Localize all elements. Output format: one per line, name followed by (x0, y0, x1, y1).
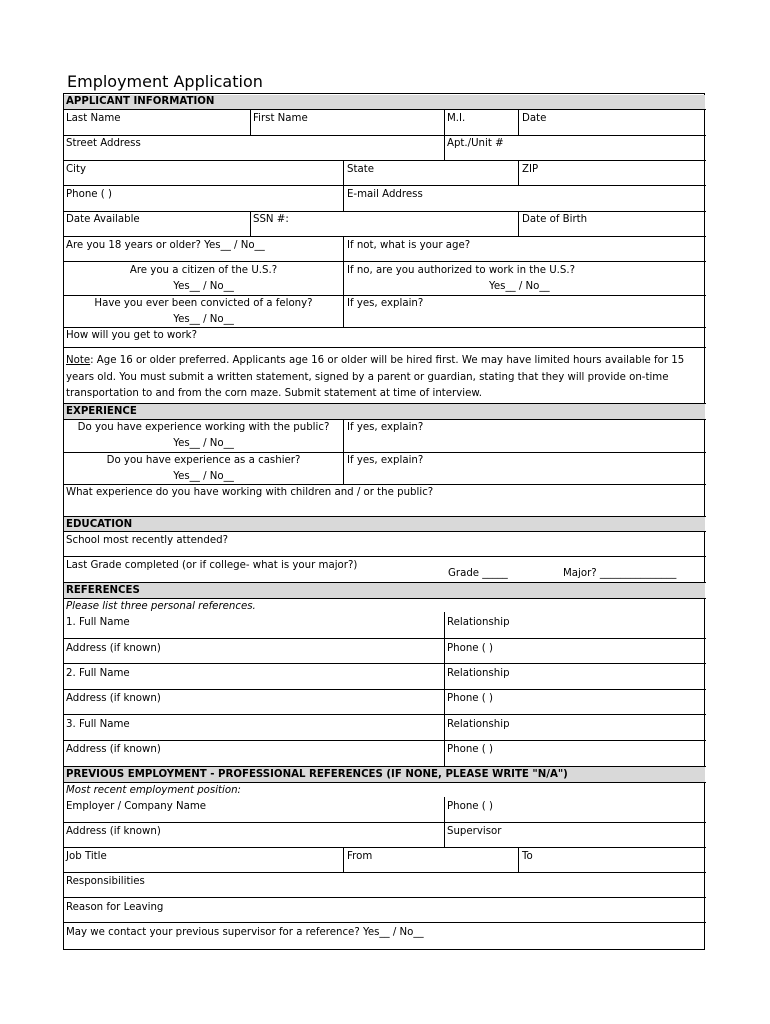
divider (63, 663, 706, 664)
reference-3-address-field[interactable]: Address (if known) (66, 744, 161, 755)
divider (63, 897, 706, 898)
date-available-field[interactable]: Date Available (66, 214, 140, 225)
reference-2-name-field[interactable]: 2. Full Name (66, 668, 130, 679)
employer-phone-field[interactable]: Phone ( ) (447, 801, 493, 812)
date-field[interactable]: Date (522, 113, 547, 124)
date-of-birth-field[interactable]: Date of Birth (522, 214, 588, 225)
divider (250, 211, 251, 236)
age-if-not-field[interactable]: If not, what is your age? (347, 240, 471, 251)
section-header-applicant: APPLICANT INFORMATION (64, 95, 705, 109)
reference-1-name-field[interactable]: 1. Full Name (66, 617, 130, 628)
city-field[interactable]: City (66, 164, 86, 175)
divider (63, 822, 706, 823)
divider (63, 236, 706, 237)
divider (63, 347, 706, 348)
divider (63, 419, 706, 420)
note-text: : Age 16 or older preferred. Applicants age 16 or older will be hired first. We may have limited hours available for 15 years old. You must submit a written statement, signed by a parent or guardian, stating that they will provide on-time transportation to and from the corn maze. Submit statement at time of interview. (66, 355, 685, 399)
section-header-references: REFERENCES (64, 583, 705, 598)
divider (63, 556, 706, 557)
citizen-yes-no[interactable]: Yes__ / No__ (173, 281, 234, 292)
reference-2-relationship-field[interactable]: Relationship (447, 668, 510, 679)
felony-yes-no[interactable]: Yes__ / No__ (173, 314, 234, 325)
last-grade-field[interactable]: Last Grade completed (or if college- what is your major?) (66, 560, 358, 571)
supervisor-field[interactable]: Supervisor (447, 826, 502, 837)
contact-supervisor-question[interactable]: May we contact your previous supervisor for a reference? Yes__ / No__ (66, 927, 424, 938)
divider (343, 847, 344, 872)
divider (518, 211, 519, 236)
reason-for-leaving-field[interactable]: Reason for Leaving (66, 902, 164, 913)
previous-employment-instruction: Most recent employment position: (66, 785, 241, 796)
cashier-question: Do you have experience as a cashier? (106, 455, 301, 466)
get-to-work-field[interactable]: How will you get to work? (66, 330, 197, 341)
divider (63, 638, 706, 639)
note-label: Note (66, 355, 91, 366)
divider (63, 782, 706, 783)
middle-initial-field[interactable]: M.I. (447, 113, 466, 124)
reference-3-phone-field[interactable]: Phone ( ) (447, 744, 493, 755)
job-title-field[interactable]: Job Title (66, 851, 107, 862)
authorized-yes-no[interactable]: Yes__ / No__ (489, 281, 550, 292)
form-title: Employment Application (67, 72, 263, 91)
reference-3-relationship-field[interactable]: Relationship (447, 719, 510, 730)
divider (518, 109, 519, 135)
divider (63, 261, 706, 262)
major-field[interactable]: Major? _______________ (563, 568, 677, 579)
section-header-experience: EXPERIENCE (64, 404, 705, 419)
divider (63, 847, 706, 848)
reference-2-phone-field[interactable]: Phone ( ) (447, 693, 493, 704)
grade-field[interactable]: Grade _____ (448, 568, 508, 579)
zip-field[interactable]: ZIP (522, 164, 539, 175)
reference-2-address-field[interactable]: Address (if known) (66, 693, 161, 704)
divider (63, 185, 706, 186)
divider (63, 160, 706, 161)
felony-question: Have you ever been convicted of a felony? (94, 298, 313, 309)
email-field[interactable]: E-mail Address (347, 189, 423, 200)
divider (63, 211, 706, 212)
public-experience-explain-field[interactable]: If yes, explain? (347, 422, 424, 433)
divider (63, 714, 706, 715)
responsibilities-field[interactable]: Responsibilities (66, 876, 145, 887)
divider (63, 135, 706, 136)
phone-field[interactable]: Phone ( ) (66, 189, 112, 200)
divider (63, 598, 706, 599)
street-address-field[interactable]: Street Address (66, 138, 141, 149)
first-name-field[interactable]: First Name (253, 113, 308, 124)
apt-unit-field[interactable]: Apt./Unit # (447, 138, 504, 149)
divider (63, 484, 706, 485)
divider (63, 531, 706, 532)
section-header-education: EDUCATION (64, 517, 705, 531)
from-date-field[interactable]: From (347, 851, 373, 862)
school-field[interactable]: School most recently attended? (66, 535, 228, 546)
divider (63, 109, 706, 110)
citizen-question: Are you a citizen of the U.S.? (129, 265, 278, 276)
divider (63, 872, 706, 873)
authorized-question: If no, are you authorized to work in the U.S.? (347, 265, 576, 276)
reference-3-name-field[interactable]: 3. Full Name (66, 719, 130, 730)
divider (250, 109, 251, 135)
divider (63, 922, 706, 923)
reference-1-phone-field[interactable]: Phone ( ) (447, 643, 493, 654)
age-note (66, 353, 702, 403)
felony-explain-field[interactable]: If yes, explain? (347, 298, 424, 309)
divider (63, 740, 706, 741)
divider (63, 327, 706, 328)
public-experience-yes-no[interactable]: Yes__ / No__ (173, 438, 234, 449)
last-name-field[interactable]: Last Name (66, 113, 121, 124)
state-field[interactable]: State (347, 164, 374, 175)
reference-1-address-field[interactable]: Address (if known) (66, 643, 161, 654)
children-experience-field[interactable]: What experience do you have working with children and / or the public? (66, 487, 434, 498)
age-question[interactable]: Are you 18 years or older? Yes__ / No__ (66, 240, 265, 251)
cashier-explain-field[interactable]: If yes, explain? (347, 455, 424, 466)
to-date-field[interactable]: To (522, 851, 533, 862)
divider (63, 452, 706, 453)
divider (518, 160, 519, 185)
references-instruction: Please list three personal references. (66, 601, 256, 612)
employer-address-field[interactable]: Address (if known) (66, 826, 161, 837)
divider (63, 295, 706, 296)
reference-1-relationship-field[interactable]: Relationship (447, 617, 510, 628)
cashier-yes-no[interactable]: Yes__ / No__ (173, 471, 234, 482)
ssn-field[interactable]: SSN #: (253, 214, 289, 225)
divider (343, 236, 344, 327)
section-header-previous-employment: PREVIOUS EMPLOYMENT - PROFESSIONAL REFERENCES (IF NONE, PLEASE WRITE "N/A") (64, 767, 705, 782)
public-experience-question: Do you have experience working with the public? (77, 422, 330, 433)
divider (518, 847, 519, 872)
employer-name-field[interactable]: Employer / Company Name (66, 801, 207, 812)
divider (63, 689, 706, 690)
